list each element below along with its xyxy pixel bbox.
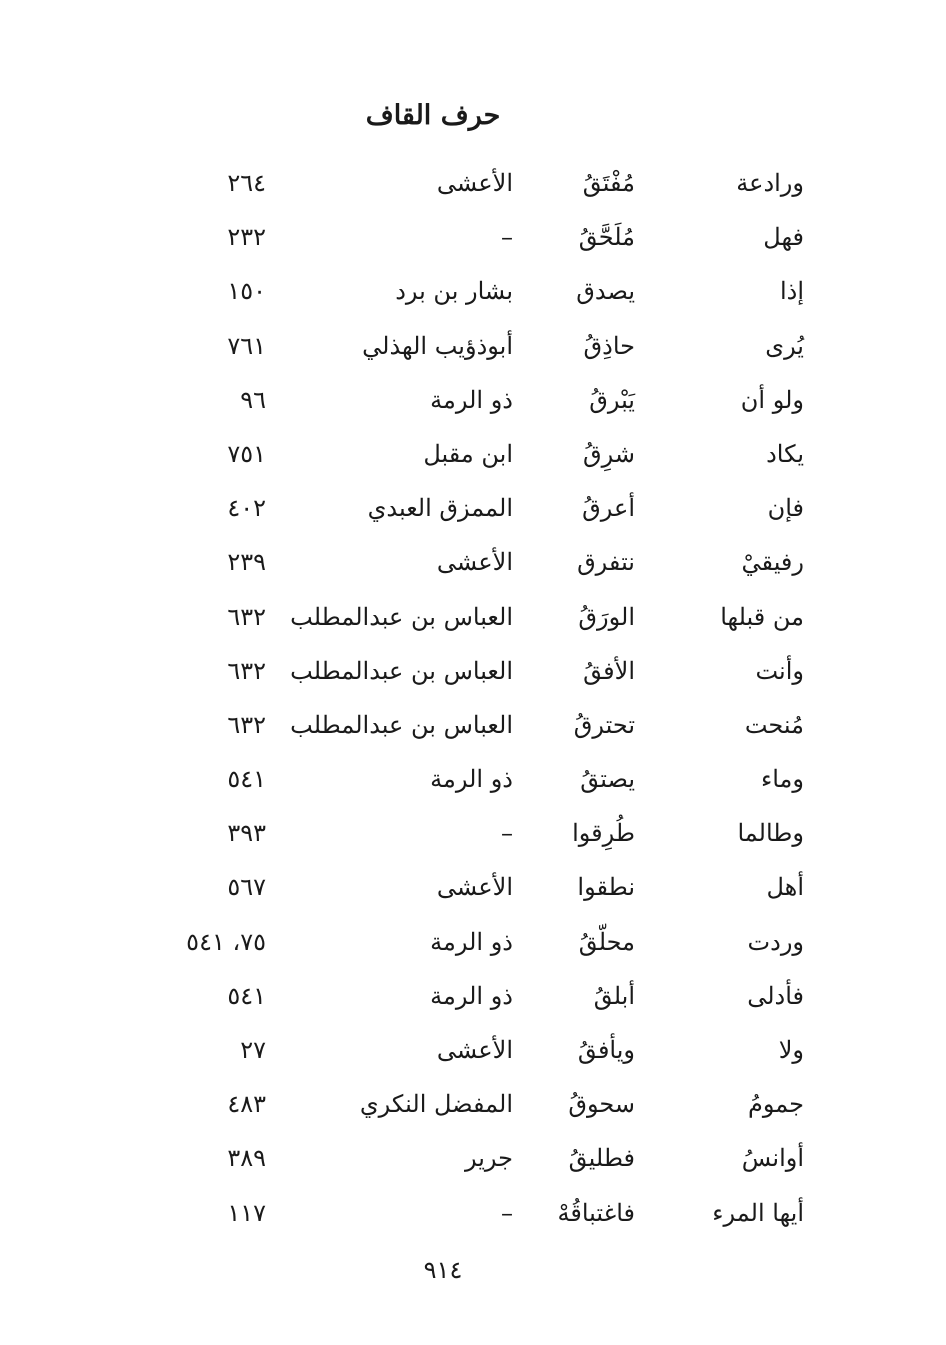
verse-start: من قبلها xyxy=(720,602,804,631)
poet-name: الأعشى xyxy=(436,873,513,902)
poet-name: الأعشى xyxy=(436,169,513,197)
verse-start: وطالما xyxy=(737,819,804,848)
table-row xyxy=(0,806,946,860)
page-reference: ٤٨٣ xyxy=(227,1090,266,1119)
verse-start: ورادعة xyxy=(736,169,804,197)
page-reference: ٦٣٢ xyxy=(227,710,266,739)
verse-start: فأدلى xyxy=(747,981,804,1010)
rhyme-word: تحترقُ xyxy=(573,710,635,739)
poet-name: الممزق العبدي xyxy=(367,494,513,523)
poet-name: العباس بن عبدالمطلب xyxy=(290,710,513,739)
verse-start: وماء xyxy=(760,765,804,794)
page-reference: ٩٦ xyxy=(240,385,266,414)
table-row xyxy=(0,373,946,427)
rhyme-word: نطقوا xyxy=(577,873,635,902)
rhyme-word: فاغتباقُهْ xyxy=(557,1198,635,1227)
rhyme-word: فطليقُ xyxy=(568,1144,635,1173)
rhyme-word: نتفرق xyxy=(577,548,635,577)
rhyme-word: الورَقُ xyxy=(578,602,635,631)
page-reference: ٧٦١ xyxy=(227,331,266,360)
poet-name: العباس بن عبدالمطلب xyxy=(290,602,513,631)
rhyme-word: مُلَحَّقُ xyxy=(578,223,635,252)
page-reference: ١١٧ xyxy=(227,1198,266,1227)
page-reference: ٣٨٩ xyxy=(227,1144,266,1173)
verse-start: أوانسُ xyxy=(741,1144,804,1173)
rhyme-word: سحوقُ xyxy=(568,1090,635,1119)
verse-start: رفيقيْ xyxy=(741,548,804,577)
poet-name: ذو الرمة xyxy=(430,765,513,794)
page-reference: ٧٥، ٥٤١ xyxy=(186,927,266,956)
table-row xyxy=(0,427,946,481)
rhyme-word: أبلقُ xyxy=(593,981,635,1010)
verse-start: أيها المرء xyxy=(712,1198,804,1227)
page-reference: ٦٣٢ xyxy=(227,656,266,685)
rhyme-word: يَبْرقُ xyxy=(589,385,635,414)
table-row xyxy=(0,1077,946,1131)
poet-name: ذو الرمة xyxy=(430,981,513,1010)
rhyme-word: ويأفقُ xyxy=(577,1036,635,1064)
page-reference: ٢٧ xyxy=(240,1036,266,1064)
page-reference: ٥٤١ xyxy=(227,981,266,1010)
page-reference: ١٥٠ xyxy=(227,277,266,306)
verse-start: مُنحت xyxy=(744,710,804,739)
page-reference: ٤٠٢ xyxy=(227,494,266,523)
poet-name: العباس بن عبدالمطلب xyxy=(290,656,513,685)
poet-name: الأعشى xyxy=(436,1036,513,1064)
poet-name: – xyxy=(501,223,513,252)
rhyme-word: حاذِقُ xyxy=(583,331,635,360)
rhyme-word: يصتقُ xyxy=(580,765,635,794)
table-row xyxy=(0,481,946,535)
page-reference: ٥٤١ xyxy=(227,765,266,794)
table-row xyxy=(0,752,946,806)
rhyme-word: أعرقُ xyxy=(582,494,635,523)
page-reference: ٧٥١ xyxy=(227,439,266,468)
table-row xyxy=(0,535,946,589)
verse-start: أهل xyxy=(766,873,804,902)
verse-start: يكاد xyxy=(766,439,804,468)
rhyme-word: يصدق xyxy=(576,277,635,306)
page-reference: ٢٣٩ xyxy=(227,548,266,577)
table-row xyxy=(0,698,946,752)
page-reference: ٦٣٢ xyxy=(227,602,266,631)
poet-name: ذو الرمة xyxy=(430,927,513,956)
poet-name: – xyxy=(501,819,513,848)
page-reference: ٢٣٢ xyxy=(227,223,266,252)
table-row xyxy=(0,860,946,914)
verse-start: إذا xyxy=(779,277,804,306)
rhyme-word: شرِقُ xyxy=(583,439,635,468)
table-row xyxy=(0,319,946,373)
poet-name: جرير xyxy=(465,1144,513,1173)
rhyme-word: طُرِقوا xyxy=(572,819,635,848)
table-row xyxy=(0,969,946,1023)
poet-name: – xyxy=(501,1198,513,1227)
table-row xyxy=(0,1186,946,1240)
verse-start: ولو أن xyxy=(740,385,804,414)
page-number: ٩١٤ xyxy=(423,1256,463,1284)
poet-name: الأعشى xyxy=(436,548,513,577)
index-table xyxy=(0,156,946,1240)
table-row xyxy=(0,1131,946,1185)
table-row xyxy=(0,1023,946,1077)
page-reference: ٢٦٤ xyxy=(227,169,266,197)
verse-start: وأنت xyxy=(755,656,804,685)
verse-start: وردت xyxy=(747,927,804,956)
verse-start: يُرى xyxy=(765,331,804,360)
verse-start: جمومُ xyxy=(748,1090,804,1119)
rhyme-word: مُفْتَقُ xyxy=(582,169,635,197)
verse-start: فهل xyxy=(763,223,804,252)
table-row xyxy=(0,156,946,210)
table-row xyxy=(0,644,946,698)
poet-name: المفضل النكري xyxy=(359,1090,513,1119)
table-row xyxy=(0,590,946,644)
table-row xyxy=(0,915,946,969)
section-title: حرف القاف xyxy=(365,100,501,131)
poet-name: بشار بن برد xyxy=(395,277,513,306)
rhyme-word: محلّقُ xyxy=(578,927,635,956)
table-row xyxy=(0,264,946,318)
page-reference: ٣٩٣ xyxy=(227,819,266,848)
poet-name: ذو الرمة xyxy=(430,385,513,414)
table-row xyxy=(0,210,946,264)
poet-name: ابن مقبل xyxy=(423,439,513,468)
poet-name: أبوذؤيب الهذلي xyxy=(362,331,513,360)
page-reference: ٥٦٧ xyxy=(227,873,266,902)
rhyme-word: الأفقُ xyxy=(583,656,635,685)
verse-start: ولا xyxy=(778,1036,804,1064)
verse-start: فإن xyxy=(767,494,804,523)
